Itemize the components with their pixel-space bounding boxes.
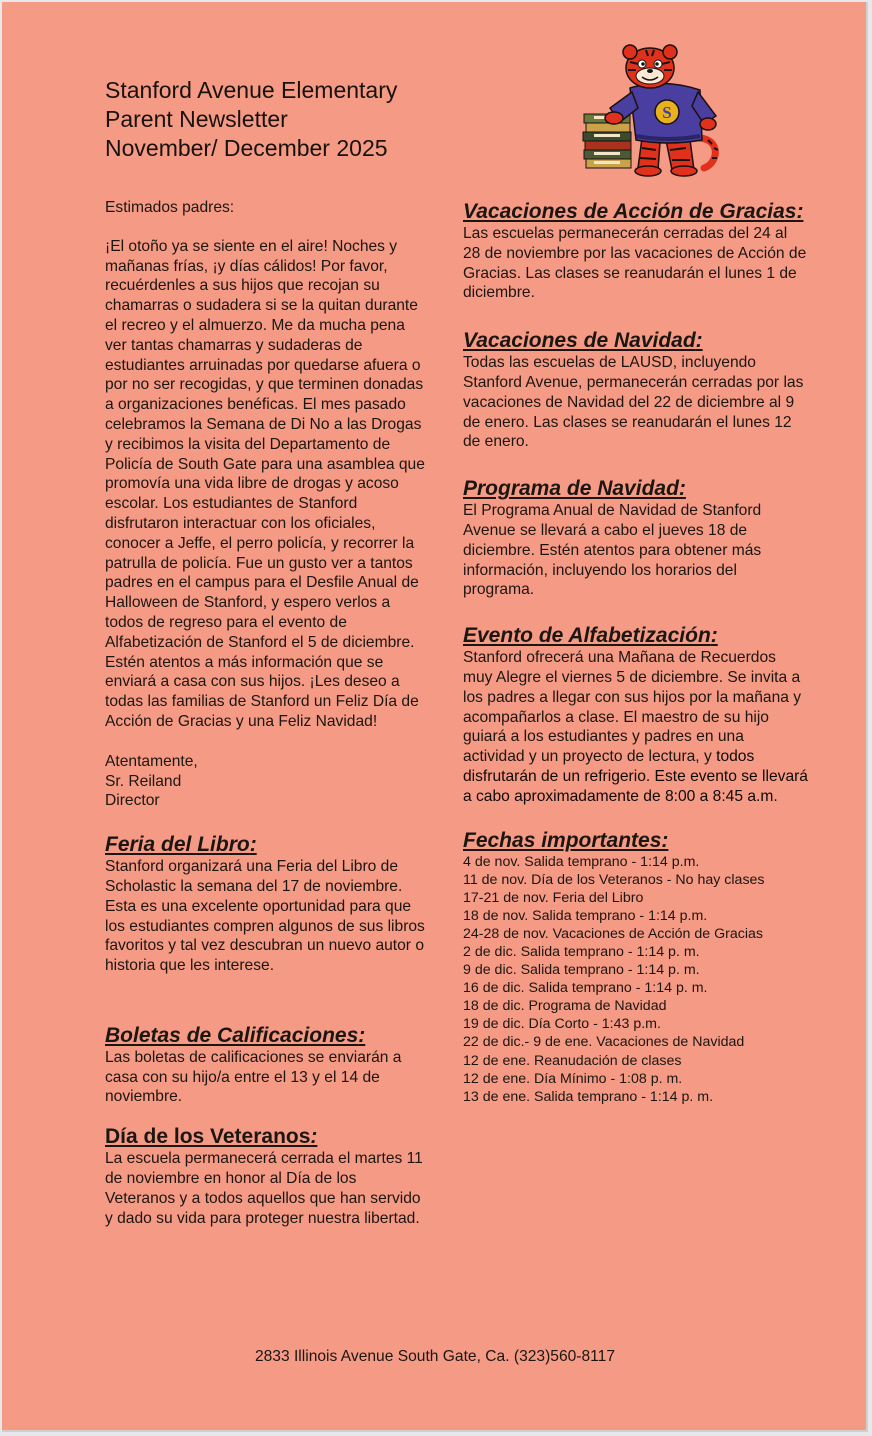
date-item: 24-28 de nov. Vacaciones de Acción de Gracias — [463, 925, 763, 942]
section-thanksgiving-break — [463, 200, 808, 303]
section-title: Evento de Alfabetización: — [463, 624, 718, 648]
date-item: 12 de ene. Reanudación de clases — [463, 1052, 682, 1069]
section-text: Las escuelas permanecerán cerradas del 24 al 28 de noviembre por las vacaciones de Acción de Gracias. Las clases se reanudarán el lunes 1 de diciembre. — [463, 225, 807, 302]
section-winter-break — [463, 329, 808, 452]
newsletter-type: Parent Newsletter — [105, 106, 288, 132]
letter-closing: Atentamente, — [105, 752, 198, 770]
section-report-cards — [105, 1024, 425, 1107]
section-text: El Programa Anual de Navidad de Stanford Avenue se llevará a cabo el jueves 18 de diciembre. Estén atentos para obtener más información, incluyendo los horarios del programa. — [463, 502, 762, 599]
section-important-dates — [463, 829, 808, 1106]
date-item: 18 de nov. Salida temprano - 1:14 p.m. — [463, 907, 708, 924]
section-title: Feria del Libro: — [105, 833, 257, 857]
section-literacy-event — [463, 624, 808, 806]
date-item: 22 de dic.- 9 de ene. Vacaciones de Navidad — [463, 1034, 745, 1051]
date-item: 16 de dic. Salida temprano - 1:14 p. m. — [463, 980, 708, 997]
section-title: Programa de Navidad: — [463, 477, 686, 501]
section-book-fair — [105, 833, 425, 976]
footer-address: 2833 Illinois Avenue South Gate, Ca. (323)560-8117 — [254, 1348, 616, 1365]
date-item: 4 de nov. Salida temprano - 1:14 p.m. — [463, 853, 700, 870]
signer-title: Director — [105, 792, 160, 810]
letter-body: ¡El otoño ya se siente en el aire! Noches y mañanas frías, ¡y días cálidos! Por favor, recuérdenles a sus hijos que recojan su chamarras o sudadera si se la quitan durante el recreo y el almuerzo. Me da mucha pena ver tantas chamarras y sudaderas de estudiantes arruinadas por quedarse afuera o por no ser recogidas, y que terminen donadas a organizaciones benéficas. El mes pasado celebramos la Semana de Di No a las Drogas y recibimos la visita del Departamento de Policía de South Gate para una asamblea que promovía una vida libre de drogas y acoso escolar. Los estudiantes de Stanford disfrutaron interactuar con los oficiales, conocer a Jeffe, el perro policía, y recorrer la patrulla de policía. Fue un gusto ver a tantos padres en el campus para el Desfile Anual de Halloween de Stanford, y espero verlos a todos de regreso para el evento de Alfabetización de Stanford el 5 de diciembre. Estén atentos a más información que se enviará a casa con sus hijos. ¡Les deseo a todas las familias de Stanford un Feliz Día de Acción de Gracias y una Feliz Navidad! — [105, 237, 425, 730]
section-text: Stanford organizará una Feria del Libro de Scholastic la semana del 17 de noviembre. Esta es una excelente oportunidad para que los estudiantes compren algunos de sus libros favoritos y tal vez descubran un nuevo autor o historia que les interese. — [105, 858, 425, 975]
section-christmas-program — [463, 477, 808, 600]
left-column — [105, 198, 425, 1228]
tiger-mascot-logo — [580, 42, 722, 178]
section-title: Vacaciones de Navidad: — [463, 329, 703, 353]
date-item: 13 de ene. Salida temprano - 1:14 p. m. — [463, 1088, 714, 1105]
letter-signoff — [105, 752, 425, 811]
newsletter-page — [2, 2, 868, 1432]
date-item: 17-21 de nov. Feria del Libro — [463, 889, 644, 906]
newsletter-title — [105, 76, 525, 163]
date-item: 2 de dic. Salida temprano - 1:14 p. m. — [463, 944, 700, 960]
section-text: Las boletas de calificaciones se enviarán a casa con su hijo/a entre el 13 y el 14 de noviembre. — [105, 1048, 402, 1106]
section-title: Boletas de Calificaciones: — [105, 1023, 366, 1047]
newsletter-date: November/ December 2025 — [105, 135, 388, 161]
mascot-chest-letter: S — [662, 103, 672, 122]
section-title: Día de los Veteranos: — [105, 1125, 318, 1149]
date-item: 12 de ene. Día Mínimo - 1:08 p. m. — [463, 1070, 683, 1087]
letter-greeting: Estimados padres: — [105, 199, 235, 216]
section-text: La escuela permanecerá cerrada el martes 11 de noviembre en honor al Día de los Veteranos y a todos aquellos que han servido y dado su vida para proteger nuestra libertad. — [105, 1150, 423, 1227]
date-item: 19 de dic. Día Corto - 1:43 p.m. — [463, 1016, 661, 1033]
right-column — [463, 198, 808, 1106]
section-veterans-day — [105, 1125, 425, 1228]
section-title: Fechas importantes: — [463, 828, 669, 852]
section-text: Todas las escuelas de LAUSD, incluyendo Stanford Avenue, permanecerán cerradas por las vacaciones de Navidad del 22 de diciembre al 9 de enero. Las clases se reanudarán el lunes 12 de enero. — [463, 354, 804, 451]
signer-name: Sr. Reiland — [105, 772, 182, 790]
school-name: Stanford Avenue Elementary — [105, 77, 398, 103]
section-title: Vacaciones de Acción de Gracias: — [463, 200, 804, 223]
section-text: Stanford ofrecerá una Mañana de Recuerdos muy Alegre el viernes 5 de diciembre. Se invita a los padres a llegar con sus hijos por la mañana y acompañarlos a clase. El maestro de su hijo guiará a los estudiantes y padres en una actividad y un proyecto de lectura, y todos disfrutarán de un refrigerio. Este evento se llevará a cabo aproximadamente de 8:00 a 8:45 a.m. — [463, 649, 808, 805]
date-item: 18 de dic. Programa de Navidad — [463, 998, 667, 1015]
date-item: 9 de dic. Salida temprano - 1:14 p. m. — [463, 962, 700, 979]
important-dates-list — [463, 853, 808, 1106]
date-item: 11 de nov. Día de los Veteranos - No hay clases — [463, 871, 765, 888]
